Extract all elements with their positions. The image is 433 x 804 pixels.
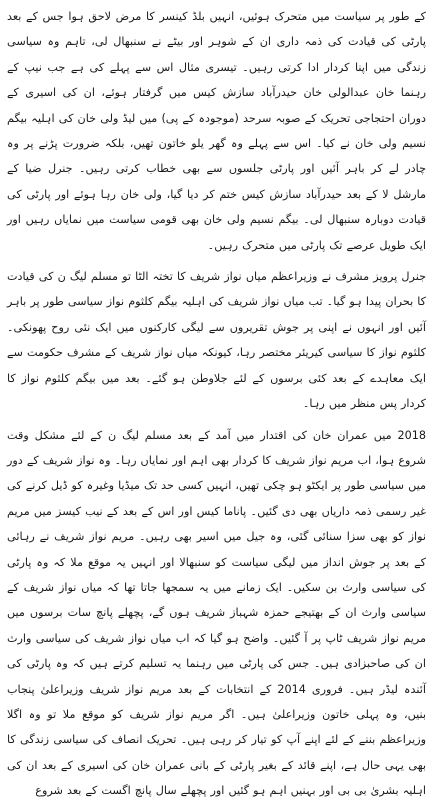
article-paragraph-2: جنرل پرویز مشرف نے وزیراعظم میاں نواز شریف کا تختہ الٹا تو مسلم لیگ ن کی قیادت کا بحران پیدا ہو گیا۔ تب میاں نواز شریف کی اہلیہ بیگم کلثوم نواز سیاسی طور پر باہر آئیں اور انہوں نے اپنی پر جوش تقریروں سے لیگی کارکنوں میں ایک نئی روح پھونکی۔ کلثوم نواز کا سیاسی کیریئر مختصر رہا، کیونکہ میاں نواز شریف کے مشرف حکومت سے ایک معاہدے کے بعد کئی برسوں کے لئے جلاوطن ہو گئے۔ بعد میں بیگم کلثوم نواز کا کردار پس منظر میں رہا۔ — [7, 270, 426, 411]
article-paragraph-3: 2018 میں عمران خان کی اقتدار میں آمد کے بعد مسلم لیگ ن کے لئے مشکل وقت شروع ہوا، اب مریم نواز شریف کا کردار بھی اہم اور نمایاں رہا۔ وہ نواز شریف کے دور میں سیاسی طور پر ایکٹو ہو چکی تھیں، انہیں کسی حد تک میڈیا وغیرہ کو ڈیل کرنے کی غیر رسمی ذمہ داریاں بھی دی گئیں۔ پاناما کیس اور اس کے بعد کے نیب کیسز میں مریم نواز کو بھی سزا سنائی گئی، وہ جیل میں اسیر بھی رہیں۔ مریم نواز شریف نے رہائی کے بعد پر جوش انداز میں لیگی سیاست کو سنبھالا اور انہیں یہ موقع ملا کہ وہ پارٹی کی سیاسی وارث بن سکیں۔ ایک زمانے میں یہ سمجھا جاتا تھا کہ میاں نواز شریف کے سیاسی وارث ان کے بھتیجے حمزہ شہباز شریف ہوں گے، پچھلے پانچ سات برسوں میں مریم نواز شریف ٹاپ پر آ گئیں۔ واضح ہو گیا کہ اب میاں نواز شریف کی سیاسی وارث ان کی صاحبزادی ہیں۔ جس کی پارٹی میں رہنما یہ تسلیم کرتے ہیں کہ وہ پارٹی کی آئندہ لیڈر ہیں۔ فروری 2014 کے انتخابات کے بعد مریم نواز شریف وزیراعلیٰ پنجاب بنیں، وہ پہلی خاتون وزیراعلیٰ ہیں۔ اگر مریم نواز شریف کو موقع ملا تو وہ اگلا وزیراعظم بننے کے لئے اپنے آپ کو تیار کر رہی ہیں۔ تحریک انصاف کی سیاسی زندگی کا بھی یہی حال ہے، اپنے قائد کے بغیر پارٹی کے بانی عمران خان کی اسیری کے بعد ان کی اہلیہ بشریٰ بی بی اور بہنیں اہم ہو گئیں اور پچھلے سال پانچ اگست کے بعد شروع — [7, 428, 426, 798]
article-paragraph-1: کے طور پر سیاست میں متحرک ہوئیں، انہیں بلڈ کینسر کا مرض لاحق ہوا جس کے بعد پارٹی کی قیادت کی ذمہ داری ان کے شوہر اور بیٹے نے سنبھال لی، تاہم وہ سیاسی زندگی میں اپنا کردار ادا کرتی رہیں۔ تیسری مثال اس سے پہلے کی ہے جب نیپ کے رہنما خان عبدالولی خان حیدرآباد سازش کیس میں گرفتار ہوئے، ان کی اسیری کے دوران احتجاجی تحریک کے صوبہ سرحد (موجودہ کے پی) میں لیڈ ولی خان کی اہلیہ بیگم نسیم ولی خان نے کیا۔ اس سے پہلے وہ گھر یلو خاتون تھیں، بلکہ ضرورت پڑنے پر وہ چادر لے کر باہر آئیں اور پارٹی جلسوں سے بھی خطاب کرتی رہیں۔ جنرل ضیا کے مارشل لا کے بعد حیدرآباد سازش کیس ختم کر دیا گیا، ولی خان رہا ہوئے اور پارٹی کی قیادت دوبارہ سنبھال لی۔ بیگم نسیم ولی خان بھی قومی سیاست میں نمایاں رہیں اور ایک طویل عرصے تک پارٹی میں متحرک رہیں۔ — [7, 10, 426, 252]
